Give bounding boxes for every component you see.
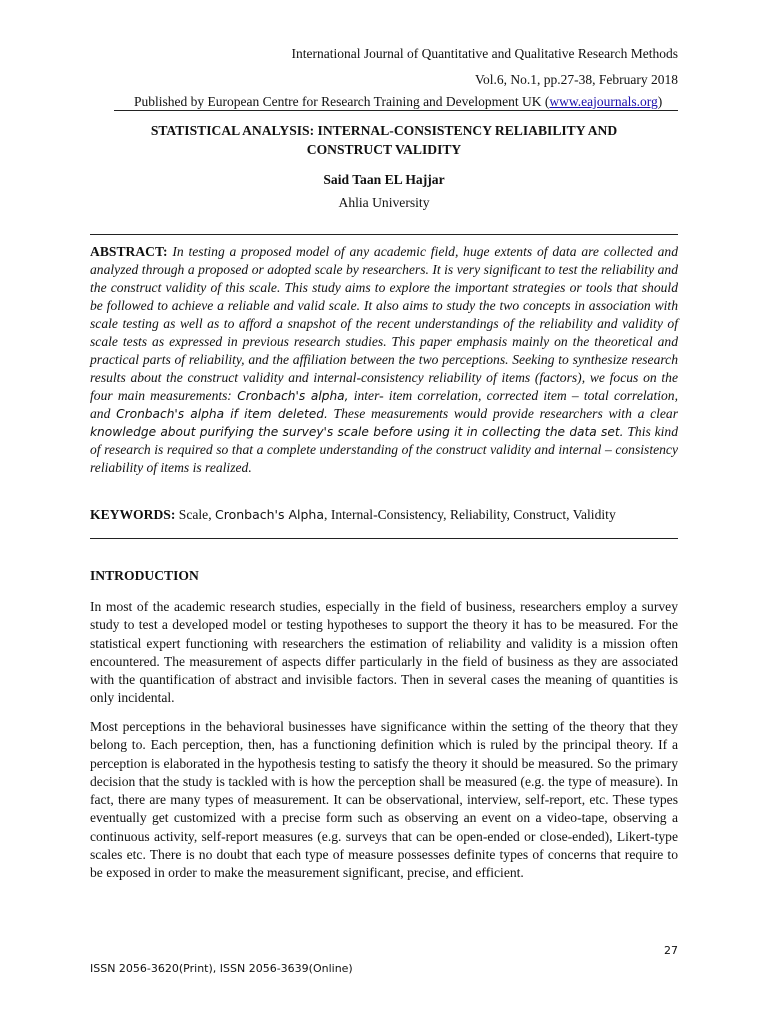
keywords [90,507,678,523]
issn-footer: ISSN 2056-3620(Print), ISSN 2056-3639(Online) [90,962,353,975]
intro-paragraph-1: In most of the academic research studies, especially in the field of business, researchers employ a survey study to test a developed model or testing hypotheses to support the theory it has to be measured. For the statistical expert functioning with researchers the estimation of reliability and validity is a mission often encountered. The measurement of aspects differ particularly in the field of business as they are associated with the quantification of abstract and invisible factors. Then in several cases the meaning of quantities is only incidental. [90,599,678,706]
section-heading-introduction: INTRODUCTION [90,568,199,583]
keywords-part-3: , Internal-Consistency, Reliability, Construct, Validity [324,507,616,522]
abstract-text-4: This kind of research is required so that a complete understanding of the construct validity and internal – consistency reliability of items is realized. [90,424,678,475]
paper-title: STATISTICAL ANALYSIS: INTERNAL-CONSISTENCY RELIABILITY AND CONSTRUCT VALIDITY [150,123,618,157]
abstract [90,243,678,477]
header-rule [114,110,678,111]
journal-name: International Journal of Quantitative and Qualitative Research Methods [291,46,678,61]
abstract-top-rule [90,234,678,235]
abstract-label: ABSTRACT: [90,244,168,259]
abstract-text-3: These measurements would provide researchers with a clear [327,406,678,421]
author-affiliation: Ahlia University [338,195,430,210]
keywords-part-2: Cronbach's Alpha [215,507,325,522]
abstract-text-1: In testing a proposed model of any academic field, huge extents of data are collected and analyzed through a proposed or adopted scale by researchers. It is very significant to test the reliability and the construct validity of this scale. This study aims to explore the important strategies or tools that should be followed to achieve a reliable and valid scale. It also aims to study the two concepts in association with scale testing as well as to afford a snapshot of the recent understandings of the reliability and validity of scale tests as expressed in previous research studies. This paper emphasis mainly on the theoretical and practical parts of reliability, and the affiliation between the two perceptions. Seeking to synthesize research results about the construct validity and internal-consistency reliability of items (factors), we focus on the four main measurements [90,244,678,403]
abstract-text-alt-3: knowledge about purifying the survey's scale before using it in collecting the data set. [90,425,624,439]
publisher-line [114,94,678,110]
abstract-bottom-rule [90,538,678,539]
journal-volume: Vol.6, No.1, pp.27-38, February 2018 [475,72,678,87]
keywords-label: KEYWORDS: [90,507,176,522]
abstract-text-2: inter- item correlation, corrected item – total correlation, and [90,388,678,421]
publisher-text-end: ) [657,94,663,109]
keywords-part-1: Scale, [175,507,215,522]
publisher-text: Published by European Centre for Research Training and Development UK ( [134,94,550,109]
publisher-link[interactable]: www.eajournals.org [549,94,658,109]
author-name: Said Taan EL Hajjar [323,172,445,187]
intro-paragraph-2: Most perceptions in the behavioral businesses have significance within the setting of the theory that they belong to. Each perception, then, has a functioning definition which is ruled by the principal theory. If a perception is elaborated in the hypothesis testing to satisfy the theory it should be measured. So the primary decision that the study is tackled with is how the perception shall be measured (e.g. the type of measure). In fact, there are many types of measurement. It can be observational, interview, self-report, etc. These types eventually get customized with a precise form such as observing an event on a video-tape, observing a continuous activity, self-report measures (e.g. surveys that can be open-ended or close-ended), Likert-type scales etc. There is no doubt that each type of measure possesses definite types of concerns that require to be exposed in order to make the measurement significant, precise, and efficient. [90,719,678,881]
page-number: 27 [664,944,678,957]
abstract-text-alt-2: Cronbach's alpha if item deleted. [116,407,328,421]
abstract-text-alt-1: : Cronbach's alpha, [227,389,349,403]
